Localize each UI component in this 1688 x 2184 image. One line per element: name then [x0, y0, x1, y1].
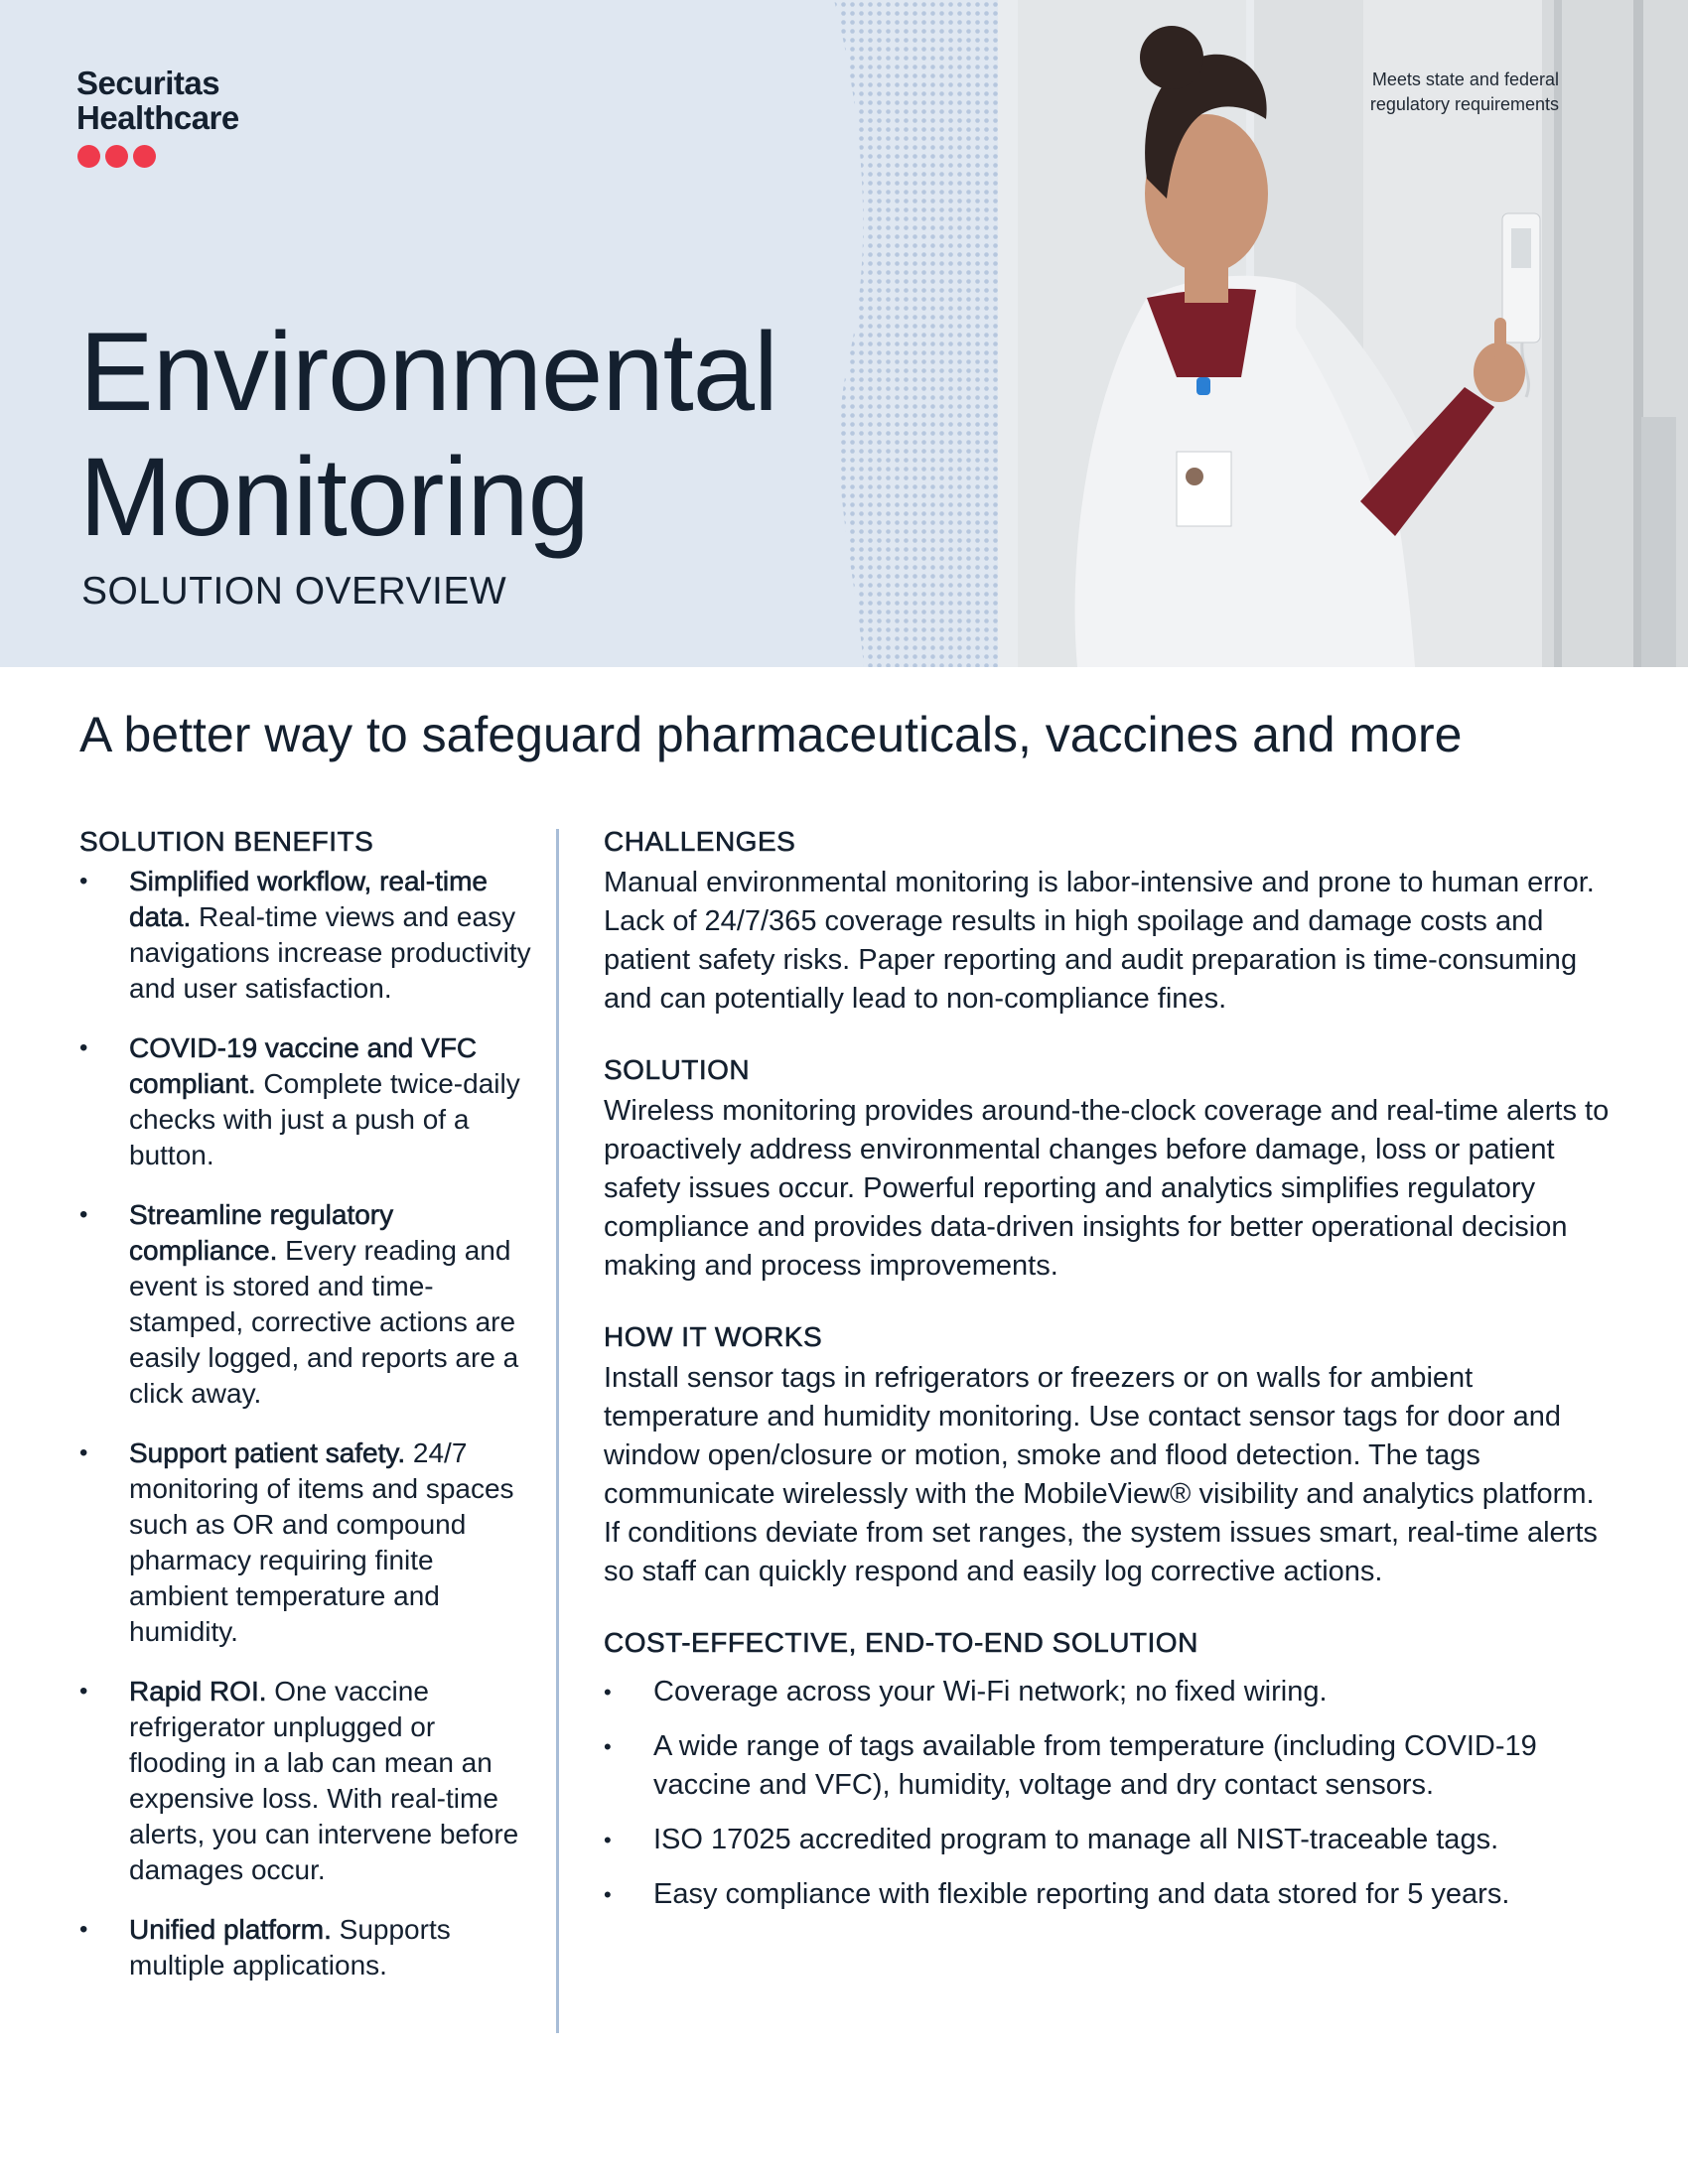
- list-item: [79, 1674, 536, 1888]
- brand-name-line2: Healthcare: [76, 99, 239, 136]
- tagline: A better way to safeguard pharmaceuticals, vaccines and more: [79, 707, 1463, 762]
- benefit-bold: Support patient safety.: [129, 1437, 406, 1468]
- caption-line1: Meets state and federal: [1371, 69, 1559, 89]
- benefits-list: [79, 864, 536, 1983]
- title-line2: Monitoring: [79, 435, 589, 559]
- benefit-text: One vaccine refrigerator unplugged or flooding in a lab can mean an expensive loss. With real-time alerts, you can intervene before damages occur.: [129, 1676, 519, 1885]
- photo-caption: [1291, 68, 1559, 117]
- list-item: • ISO 17025 accredited program to manage all NIST-traceable tags.: [604, 1821, 1617, 1859]
- list-item: [79, 1197, 536, 1412]
- cost-effective-list: [604, 1673, 1617, 1914]
- benefit-bold: Simplified workflow, real-time data.: [129, 866, 488, 932]
- list-item: • A wide range of tags available from temperature (including COVID-19 vaccine and VFC), humidity, voltage and dry contact sensors.: [604, 1727, 1617, 1805]
- benefit-bold: Rapid ROI.: [129, 1676, 267, 1706]
- list-item: • Easy compliance with flexible reporting and data stored for 5 years.: [604, 1875, 1617, 1914]
- benefit-bold: Streamline regulatory compliance.: [129, 1199, 394, 1266]
- page-subtitle: SOLUTION OVERVIEW: [81, 570, 507, 613]
- list-item: [79, 1030, 536, 1173]
- title-line1: Environmental: [79, 310, 777, 434]
- caption-line2: regulatory requirements: [1369, 94, 1559, 114]
- benefit-text: Real-time views and easy navigations increase productivity and user satisfaction.: [129, 901, 531, 1004]
- details-section: [604, 826, 1617, 1930]
- benefit-bold: Unified platform.: [129, 1914, 332, 1945]
- brand-logo: [76, 66, 239, 135]
- benefit-text: 24/7 monitoring of items and spaces such as OR and compound pharmacy requiring finite ambient temperature and humidity.: [129, 1437, 514, 1647]
- list-item: [79, 864, 536, 1007]
- benefit-text: Every reading and event is stored and time-stamped, corrective actions are easily logged, and reports are a click away.: [129, 1235, 519, 1409]
- hero-banner: [0, 0, 1688, 667]
- solution-heading: SOLUTION: [604, 1054, 751, 1085]
- how-it-works-text: Install sensor tags in refrigerators or freezers or on walls for ambient temperature and humidity monitoring. Use contact sensor tags for door and window open/closure or motion, smoke and flood detection. The tags communicate wirelessly with the MobileView® visibility and analytics platform. If conditions deviate from set ranges, the system issues smart, real-time alerts so staff can quickly respond and easily log corrective actions.: [604, 1362, 1598, 1587]
- list-item: • Coverage across your Wi-Fi network; no fixed wiring.: [604, 1673, 1617, 1711]
- how-it-works-heading: HOW IT WORKS: [604, 1321, 823, 1352]
- column-divider: [556, 829, 559, 2033]
- page-title: [79, 310, 777, 560]
- benefit-text: Complete twice-daily checks with just a push of a button.: [129, 1068, 520, 1170]
- benefit-text: Supports multiple applications.: [129, 1914, 451, 1980]
- benefits-section: [79, 826, 536, 2007]
- challenges-text: Manual environmental monitoring is labor-intensive and prone to human error. Lack of 24/7/365 coverage results in high spoilage and damage costs and patient safety risks. Paper reporting and audit preparation is time-consuming and can potentially lead to non-compliance fines.: [604, 867, 1595, 1015]
- solution-text: Wireless monitoring provides around-the-clock coverage and real-time alerts to proactively address environmental changes before damage, loss or patient safety issues occur. Powerful reporting and analytics simplifies regulatory compliance and provides data-driven insights for better operational decision making and process improvements.: [604, 1095, 1610, 1282]
- brand-name-line1: Securitas: [76, 65, 220, 101]
- cost-effective-heading: COST-EFFECTIVE, END-TO-END SOLUTION: [604, 1627, 1198, 1658]
- brand-dots-icon: [77, 145, 156, 168]
- benefits-heading: SOLUTION BENEFITS: [79, 826, 374, 857]
- list-item: [79, 1435, 536, 1650]
- challenges-heading: CHALLENGES: [604, 826, 796, 857]
- list-item: [79, 1912, 536, 1983]
- benefit-bold: COVID-19 vaccine and VFC compliant.: [129, 1032, 478, 1099]
